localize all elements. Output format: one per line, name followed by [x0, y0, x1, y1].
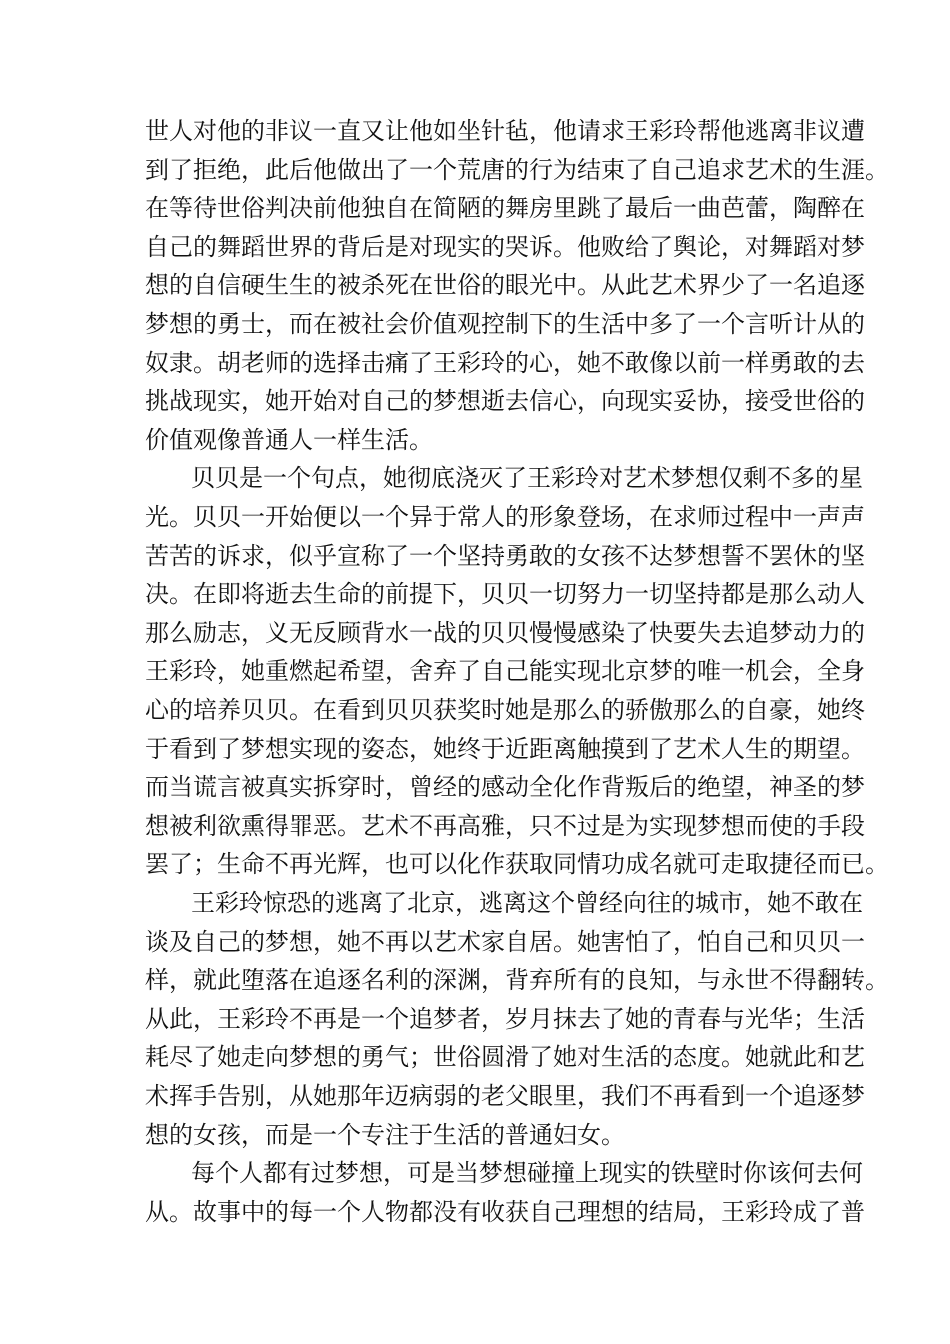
text-line: 耗尽了她走向梦想的勇气；世俗圆滑了她对生活的态度。她就此和艺 [145, 1043, 865, 1072]
paragraph-first-line: 王彩玲惊恐的逃离了北京，逃离这个曾经向往的城市，她不敢在 [191, 889, 863, 917]
paragraph-first-line: 每个人都有过梦想，可是当梦想碰撞上现实的铁壁时你该何去何 [191, 1159, 863, 1188]
text-line: 挑战现实，她开始对自己的梦想逝去信心，向现实妥协，接受世俗的 [145, 387, 865, 416]
paragraph-first-line: 贝贝是一个句点，她彻底浇灭了王彩玲对艺术梦想仅剩不多的星 [191, 464, 863, 493]
text-line: 梦想的勇士，而在被社会价值观控制下的生活中多了一个言听计从的 [145, 310, 865, 338]
text-line: 在等待世俗判决前他独自在简陋的舞房里跳了最后一曲芭蕾，陶醉在 [145, 194, 865, 223]
text-line: 谈及自己的梦想，她不再以艺术家自居。她害怕了，怕自己和贝贝一 [145, 927, 865, 956]
text-line: 价值观像普通人一样生活。 [145, 425, 433, 454]
text-line: 从此，王彩玲不再是一个追梦者，岁月抹去了她的青春与光华；生活 [145, 1004, 865, 1033]
text-line: 王彩玲，她重燃起希望，舍弃了自己能实现北京梦的唯一机会，全身 [145, 657, 865, 686]
text-line: 光。贝贝一开始便以一个异于常人的形象登场，在求师过程中一声声 [145, 503, 865, 531]
text-line: 从。故事中的每一个人物都没有收获自己理想的结局，王彩玲成了普 [145, 1197, 865, 1226]
text-line: 样，就此堕落在追逐名利的深渊，背弃所有的良知，与永世不得翻转。 [145, 966, 889, 995]
text-line: 决。在即将逝去生命的前提下，贝贝一切努力一切坚持都是那么动人 [145, 580, 865, 609]
text-line: 于看到了梦想实现的姿态，她终于近距离触摸到了艺术人生的期望。 [145, 734, 865, 763]
text-line: 罢了；生命不再光辉，也可以化作获取同情功成名就可走取捷径而已。 [145, 850, 889, 879]
text-line: 而当谎言被真实拆穿时，曾经的感动全化作背叛后的绝望，神圣的梦 [145, 773, 865, 802]
text-line: 苦苦的诉求，似乎宣称了一个坚持勇敢的女孩不达梦想誓不罢休的坚 [145, 541, 865, 570]
text-line: 奴隶。胡老师的选择击痛了王彩玲的心，她不敢像以前一样勇敢的去 [145, 348, 865, 377]
text-line: 自己的舞蹈世界的背后是对现实的哭诉。他败给了舆论，对舞蹈对梦 [145, 232, 865, 261]
text-line: 想被利欲熏得罪恶。艺术不再高雅，只不过是为实现梦想而使的手段 [145, 811, 865, 840]
text-line: 想的女孩，而是一个专注于生活的普通妇女。 [145, 1120, 625, 1149]
text-line: 世人对他的非议一直又让他如坐针毡，他请求王彩玲帮他逃离非议遭 [145, 117, 865, 145]
text-line: 心的培养贝贝。在看到贝贝获奖时她是那么的骄傲那么的自豪，她终 [145, 696, 865, 724]
text-line: 术挥手告别，从她那年迈病弱的老父眼里，我们不再看到一个追逐梦 [145, 1082, 865, 1110]
text-line: 到了拒绝，此后他做出了一个荒唐的行为结束了自己追求艺术的生涯。 [145, 155, 889, 184]
text-line: 想的自信硬生生的被杀死在世俗的眼光中。从此艺术界少了一名追逐 [145, 271, 865, 300]
text-line: 那么励志，义无反顾背水一战的贝贝慢慢感染了快要失去追梦动力的 [145, 618, 865, 647]
